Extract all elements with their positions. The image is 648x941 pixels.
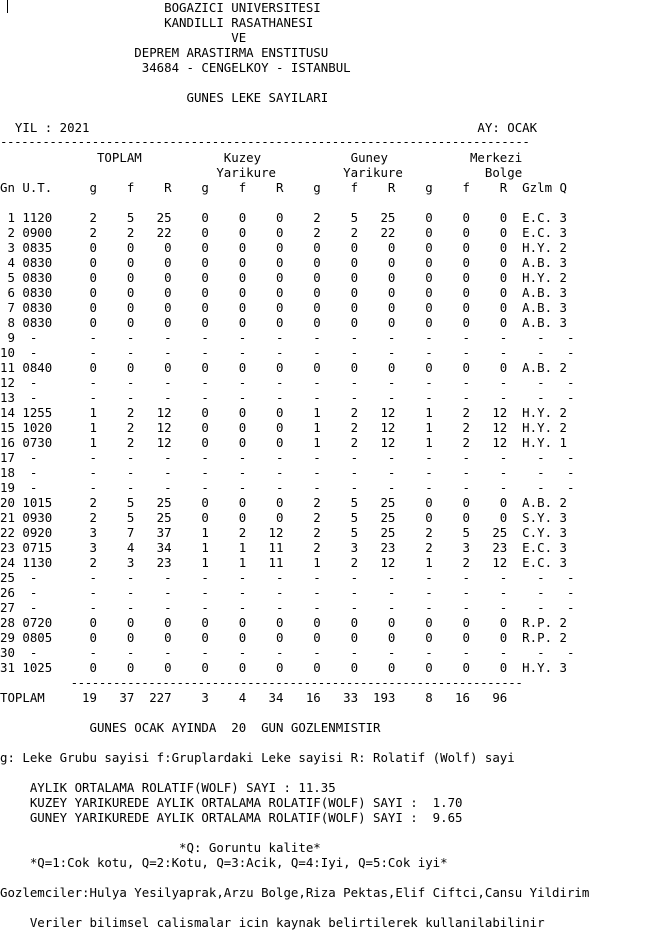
footer-note: Veriler bilimsel calismalar icin kaynak belirtilerek kullanilabilinir (0, 915, 545, 930)
table-column-header: Gn U.T. g f R g f R g f R g f R Gzlm Q (0, 180, 567, 195)
table-row: 9 - - - - - - - - - - - - - - - (0, 330, 575, 345)
legend-line: g: Leke Grubu sayisi f:Gruplardaki Leke sayisi R: Rolatif (Wolf) sayi (0, 750, 515, 765)
quality-scale: *Q=1:Cok kotu, Q=2:Kotu, Q=3:Acik, Q=4:Iyi, Q=5:Cok iyi* (0, 855, 448, 870)
table-row: 24 1130 2 3 23 1 1 11 1 2 12 1 2 12 E.C. 3 (0, 555, 567, 570)
table-row: 1 1120 2 5 25 0 0 0 2 5 25 0 0 0 E.C. 3 (0, 210, 567, 225)
header-line-and: VE (0, 30, 247, 45)
header-line-address: 34684 - CENGELKOY - ISTANBUL (0, 60, 351, 75)
table-row: 3 0835 0 0 0 0 0 0 0 0 0 0 0 0 H.Y. 2 (0, 240, 567, 255)
table-row: 8 0830 0 0 0 0 0 0 0 0 0 0 0 0 A.B. 3 (0, 315, 567, 330)
separator-line: --------------------------------------------------------------------------- (0, 134, 530, 149)
table-row: 27 - - - - - - - - - - - - - - - (0, 600, 575, 615)
table-subgroup-header: Yarikure Yarikure Bolge (0, 165, 523, 180)
table-row: 22 0920 3 7 37 1 2 12 2 5 25 2 5 25 C.Y. 3 (0, 525, 567, 540)
monthly-average: AYLIK ORTALAMA ROLATIF(WOLF) SAYI : 11.35 (0, 780, 336, 795)
page-title: GUNES LEKE SAYILARI (0, 90, 329, 105)
table-row: 16 0730 1 2 12 0 0 0 1 2 12 1 2 12 H.Y. 1 (0, 435, 567, 450)
table-row: 17 - - - - - - - - - - - - - - - (0, 450, 575, 465)
total-row: TOPLAM 19 37 227 3 4 34 16 33 193 8 16 96 (0, 690, 508, 705)
quality-title: *Q: Goruntu kalite* (0, 840, 321, 855)
table-row: 18 - - - - - - - - - - - - - - - (0, 465, 575, 480)
header-line-institute: DEPREM ARASTIRMA ENSTITUSU (0, 45, 329, 60)
table-row: 31 1025 0 0 0 0 0 0 0 0 0 0 0 0 H.Y. 3 (0, 660, 567, 675)
observed-days-line: GUNES OCAK AYINDA 20 GUN GOZLENMISTIR (0, 720, 381, 735)
table-row: 19 - - - - - - - - - - - - - - - (0, 480, 575, 495)
table-group-header: TOPLAM Kuzey Guney Merkezi (0, 150, 523, 165)
table-row: 7 0830 0 0 0 0 0 0 0 0 0 0 0 0 A.B. 3 (0, 300, 567, 315)
table-row: 29 0805 0 0 0 0 0 0 0 0 0 0 0 0 R.P. 2 (0, 630, 567, 645)
table-row: 11 0840 0 0 0 0 0 0 0 0 0 0 0 0 A.B. 2 (0, 360, 567, 375)
table-row: 12 - - - - - - - - - - - - - - - (0, 375, 575, 390)
table-row: 26 - - - - - - - - - - - - - - - (0, 585, 575, 600)
table-row: 10 - - - - - - - - - - - - - - - (0, 345, 575, 360)
table-row: 6 0830 0 0 0 0 0 0 0 0 0 0 0 0 A.B. 3 (0, 285, 567, 300)
table-row: 4 0830 0 0 0 0 0 0 0 0 0 0 0 0 A.B. 3 (0, 255, 567, 270)
table-row: 13 - - - - - - - - - - - - - - - (0, 390, 575, 405)
observers-line: Gozlemciler:Hulya Yesilyaprak,Arzu Bolge,Riza Pektas,Elif Ciftci,Cansu Yildirim (0, 885, 590, 900)
table-row: 5 0830 0 0 0 0 0 0 0 0 0 0 0 0 H.Y. 2 (0, 270, 567, 285)
table-row: 15 1020 1 2 12 0 0 0 1 2 12 1 2 12 H.Y. 2 (0, 420, 567, 435)
table-row: 23 0715 3 4 34 1 1 11 2 3 23 2 3 23 E.C. 3 (0, 540, 567, 555)
table-row: 28 0720 0 0 0 0 0 0 0 0 0 0 0 0 R.P. 2 (0, 615, 567, 630)
table-row: 2 0900 2 2 22 0 0 0 2 2 22 0 0 0 E.C. 3 (0, 225, 567, 240)
year-month-line: YIL : 2021 AY: OCAK (0, 120, 538, 135)
total-separator: ---------------------------------------------------------------- (0, 675, 523, 690)
south-hemisphere-average: GUNEY YARIKUREDE AYLIK ORTALAMA ROLATIF(WOLF) SAYI : 9.65 (0, 810, 463, 825)
table-row: 14 1255 1 2 12 0 0 0 1 2 12 1 2 12 H.Y. 2 (0, 405, 567, 420)
table-row: 30 - - - - - - - - - - - - - - - (0, 645, 575, 660)
table-row: 25 - - - - - - - - - - - - - - - (0, 570, 575, 585)
header-line-observatory: KANDILLI RASATHANESI (0, 15, 314, 30)
table-row: 21 0930 2 5 25 0 0 0 2 5 25 0 0 0 S.Y. 3 (0, 510, 567, 525)
table-row: 20 1015 2 5 25 0 0 0 2 5 25 0 0 0 A.B. 2 (0, 495, 567, 510)
header-line-university: BOGAZICI UNIVERSITESI (0, 0, 321, 15)
north-hemisphere-average: KUZEY YARIKUREDE AYLIK ORTALAMA ROLATIF(WOLF) SAYI : 1.70 (0, 795, 463, 810)
